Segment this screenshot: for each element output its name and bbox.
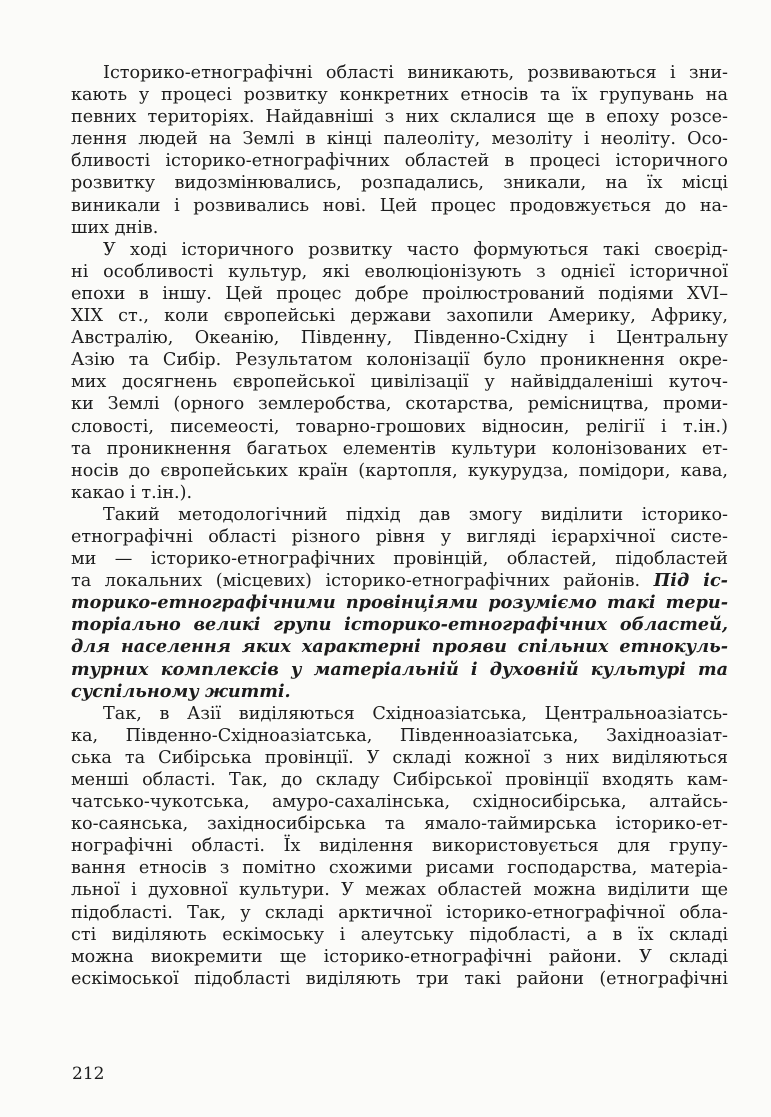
text-line [71, 393, 728, 415]
line-text: ескімоської підобласті виділяють три такі райони (етнографічні [71, 968, 728, 989]
line-text: чатсько-чукотська, амуро-сахалінська, східносибірська, алтайсь- [71, 792, 728, 813]
body-text [71, 62, 728, 990]
paragraph [71, 504, 728, 703]
emphasis-text: Під іс- [653, 570, 728, 592]
paragraph [71, 239, 728, 504]
text-line [71, 636, 728, 658]
text-line [71, 349, 728, 371]
line-text: Історико-етнографічні області виникають, розвиваються і зни- [103, 63, 728, 83]
text-line [71, 681, 728, 703]
line-text: ська та Сибірська провінції. У складі кожної з них виділяються [71, 747, 728, 768]
text-line [71, 504, 728, 526]
line-text: кають у процесі розвитку конкретних етносів та їх групувань на [71, 85, 728, 106]
text-line [71, 747, 728, 769]
text-line [71, 769, 728, 791]
line-text: певних територіях. Найдавніші з них склалися ще в епоху розсе- [71, 107, 728, 128]
line-text: менші області. Так, до складу Сибірської провінції входять кам- [71, 770, 728, 790]
text-line [71, 195, 728, 217]
line-text: лення людей на Землі в кінці палеоліту, мезоліту і неоліту. Осо- [71, 129, 728, 150]
line-text: носів до європейських країн (картопля, кукурудза, помідори, кава, [71, 460, 728, 481]
text-line [71, 592, 728, 614]
text-line [71, 460, 728, 482]
line-text: ні особливості культур, які еволюціонізують з однієї історичної [71, 261, 728, 282]
page-number: 212 [72, 1064, 105, 1084]
paragraph [71, 703, 728, 990]
line-text: можна виокремити ще історико-етнографічні райони. У складі [71, 946, 728, 967]
emphasis-text: торіально великі групи історико-етнографічних областей, [71, 614, 728, 636]
line-text: какао і т.ін.). [71, 482, 193, 503]
text-line [71, 128, 728, 150]
text-line [71, 902, 728, 924]
line-text: словості, писемеості, товарно-грошових відносин, релігії і т.ін.) [71, 416, 728, 437]
text-line [71, 570, 728, 592]
text-line [71, 659, 728, 681]
text-line [71, 526, 728, 548]
text-line [71, 150, 728, 172]
text-line [71, 62, 728, 84]
line-text: ки Землі (орного землеробства, скотарства, ремісництва, проми- [71, 394, 728, 415]
line-text: льної і духовної культури. У межах областей можна виділити ще [71, 880, 728, 901]
line-text: Австралію, Океанію, Південну, Південно-Східну і Центральну [71, 328, 728, 349]
text-line [71, 305, 728, 327]
line-text: Азію та Сибір. Результатом колонізації було проникнення окре- [71, 350, 728, 371]
text-line [71, 791, 728, 813]
line-text: ко-саянська, західносибірська та ямало-таймирська історико-ет- [71, 814, 728, 835]
text-line [71, 239, 728, 261]
text-line [71, 835, 728, 857]
text-line [71, 172, 728, 194]
line-text: мих досягнень європейської цивілізації у найвіддаленіші куточ- [71, 372, 728, 393]
line-text: Такий методологічний підхід дав змогу виділити історико- [103, 504, 728, 525]
text-line [71, 106, 728, 128]
text-line [71, 482, 728, 504]
line-text: підобласті. Так, у складі арктичної історико-етнографічної обла- [71, 902, 728, 923]
line-text: вання етносів з помітно схожими рисами господарства, матеріа- [71, 858, 728, 879]
emphasis-text: торико-етнографічними провінціями розуміємо такі тери- [71, 592, 728, 614]
emphasis-text: турних комплексів у матеріальній і духовній культурі та [71, 658, 728, 680]
line-text: У ході історичного розвитку часто формуються такі своєрід- [103, 239, 728, 260]
text-line [71, 548, 728, 570]
text-line [71, 217, 728, 239]
line-text: XIX ст., коли європейські держави захопили Америку, Африку, [71, 306, 728, 327]
line-text: етнографічні області різного рівня у вигляді ієрархічної систе- [71, 526, 728, 547]
text-line [71, 438, 728, 460]
text-line [71, 813, 728, 835]
text-line [71, 703, 728, 725]
text-line [71, 416, 728, 438]
line-text: розвитку видозмінювались, розпадались, зникали, на їх місці [71, 173, 728, 194]
line-text: ми — історико-етнографічних провінцій, областей, підобластей [71, 549, 728, 570]
text-line [71, 857, 728, 879]
text-line [71, 968, 728, 990]
line-text: ка, Південно-Східноазіатська, Південноазіатська, Західноазіат- [71, 725, 728, 746]
line-text: нографічні області. Їх виділення використовується для групу- [71, 836, 728, 857]
line-text: ших днів. [71, 217, 159, 238]
text-line [71, 283, 728, 305]
text-line [71, 725, 728, 747]
text-line [71, 879, 728, 901]
paragraph [71, 62, 728, 239]
line-text: Так, в Азії виділяються Східноазіатська, Центральноазіатсь- [103, 703, 728, 724]
text-line [71, 327, 728, 349]
text-line [71, 261, 728, 283]
text-line [71, 84, 728, 106]
text-line [71, 614, 728, 636]
line-text: бливості історико-етнографічних областей в процесі історичного [71, 151, 728, 172]
line-text: та локальних (місцевих) історико-етнографічних районів. [71, 571, 654, 592]
line-text: епохи в іншу. Цей процес добре проілюстрований подіями XVI– [71, 283, 728, 304]
text-line [71, 924, 728, 946]
line-text: та проникнення багатьох елементів культури колонізованих ет- [71, 438, 728, 459]
text-line [71, 946, 728, 968]
emphasis-text: для населення яких характерні прояви спільних етнокуль- [71, 636, 728, 658]
line-text: виникали і розвивались нові. Цей процес продовжується до на- [71, 195, 728, 216]
emphasis-text: суспільному житті. [71, 680, 291, 702]
text-line [71, 371, 728, 393]
line-text: сті виділяють ескімоську і алеутську підобласті, а в їх складі [71, 924, 728, 945]
